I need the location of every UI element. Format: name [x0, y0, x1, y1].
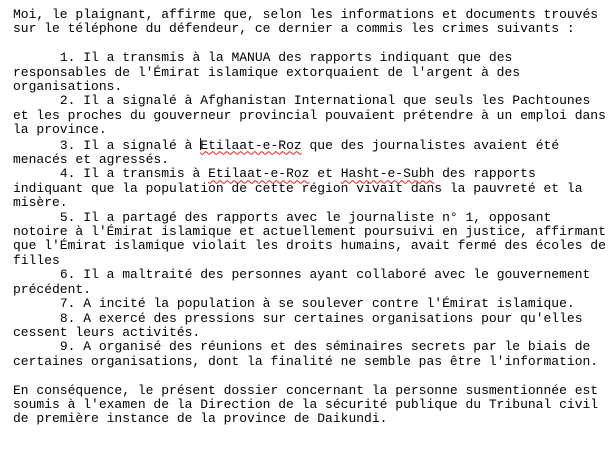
crime-number: 2.	[59, 93, 76, 109]
crime-number: 9.	[59, 339, 76, 355]
spellcheck-word: Hasht-e-Subh	[340, 166, 435, 182]
crime-item-7	[13, 297, 608, 311]
crime-text: Il a partagé des rapports avec le journaliste n° 1, opposant notoire à l'Émirat islamique et actuellement poursuivi en justice, affirmant que l'Émirat islamique violait les droits humains, avait fermé des écoles de filles	[13, 209, 614, 268]
crime-item-5	[13, 209, 614, 269]
crime-number: 7.	[59, 296, 76, 312]
paragraph-gap	[13, 369, 608, 383]
crime-number: 1.	[59, 50, 76, 66]
crime-item-9	[13, 340, 608, 369]
conclusion-paragraph: En conséquence, le présent dossier concernant la personne susmentionnée est soumis à l'examen de la Direction de la sécurité publique du Tribunal civil de première instance de la province de Daikundi.	[13, 382, 606, 427]
crime-text-after: des rapports indiquant que la population de cette région vivait dans la pauvreté et la misère.	[13, 166, 591, 211]
crime-text-after: que des journalistes avaient été menacés et agressés.	[13, 137, 567, 168]
crime-text-before: Il a signalé à	[83, 137, 201, 153]
crime-number: 3.	[59, 137, 76, 153]
crime-text: A organisé des réunions et des séminaires secrets par le biais de certaines organisations, dont la finalité ne semble pas être l'information.	[13, 339, 599, 369]
crime-item-2	[13, 93, 614, 138]
paragraph-gap	[13, 37, 608, 51]
crime-item-1	[13, 51, 608, 94]
crime-item-4	[13, 167, 608, 210]
crime-text: Il a maltraité des personnes ayant collaboré avec le gouvernement précédent.	[13, 267, 599, 297]
spellcheck-word: Etilaat-e-Roz	[208, 166, 310, 182]
crime-number: 8.	[59, 310, 76, 326]
crime-number: 5.	[59, 209, 76, 225]
document-body	[13, 7, 614, 427]
crime-text-before: Il a transmis à	[83, 166, 209, 182]
spellcheck-word: Etilaat-e-Roz	[200, 137, 302, 153]
crime-item-8	[13, 312, 608, 341]
crime-number: 4.	[59, 166, 76, 182]
crime-item-6	[13, 268, 608, 297]
crime-text: A exercé des pressions sur certaines organisations pour qu'elles cessent leurs activités.	[13, 310, 591, 340]
crime-text: Il a signalé à Afghanistan International que seuls les Pachtounes et les proches du gouverneur provincial pouvaient prétendre à un emploi dans la province.	[13, 93, 614, 138]
crime-text: A incité la population à se soulever contre l'Émirat islamique.	[83, 296, 575, 312]
intro-paragraph: Moi, le plaignant, affirme que, selon les informations et documents trouvés sur le téléphone du défendeur, ce dernier a commis les crimes suivants :	[13, 7, 606, 37]
crime-number: 6.	[59, 267, 76, 283]
crime-text: Il a transmis à la MANUA des rapports indiquant que des responsables de l'Émirat islamique extorquaient de l'argent à des organisations.	[13, 50, 528, 95]
crime-item-3	[13, 138, 608, 168]
crime-text-middle: et	[309, 166, 341, 182]
